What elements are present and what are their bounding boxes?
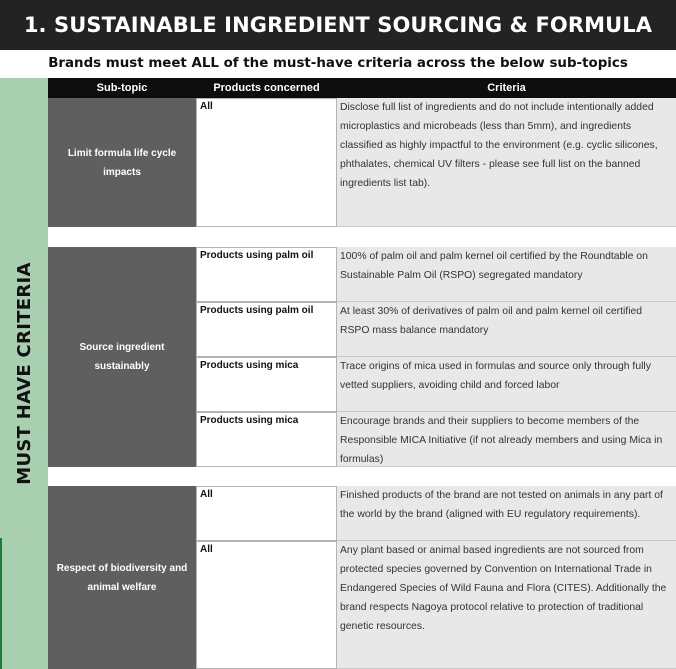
header-products: Products concerned: [196, 78, 337, 98]
products-cell: All: [196, 541, 337, 669]
header-subtopic: Sub-topic: [48, 78, 196, 98]
criteria-cell: Encourage brands and their suppliers to become members of the Responsible MICA Initiative (if not already members and using Mica in formulas): [337, 412, 676, 467]
criteria-cell: Trace origins of mica used in formulas and source only through fully vetted suppliers, avoiding child and forced labor: [337, 357, 676, 412]
products-cell: All: [196, 98, 337, 227]
products-cell: Products using mica: [196, 412, 337, 467]
band-edge-accent: [0, 538, 2, 669]
criteria-cell: Any plant based or animal based ingredients are not sourced from protected species governed by Convention on International Trade in Endangered Species of Wild Fauna and Flora (CITES). Additionally the brand respects Nagoya protocol relative to protection of traditional genetic resources.: [337, 541, 676, 669]
criteria-cell: At least 30% of derivatives of palm oil and palm kernel oil certified RSPO mass balance mandatory: [337, 302, 676, 357]
subtopic-cell: Source ingredient sustainably: [48, 247, 196, 467]
products-cell: All: [196, 486, 337, 541]
products-cell: Products using palm oil: [196, 247, 337, 302]
must-have-criteria-band: [0, 78, 48, 669]
criteria-cell: 100% of palm oil and palm kernel oil certified by the Roundtable on Sustainable Palm Oil (RSPO) segregated mandatory: [337, 247, 676, 302]
criteria-cell: Disclose full list of ingredients and do not include intentionally added microplastics and microbeads (less than 5mm), and ingredients classified as highly impactful to the environment (e.g. cyclic silicones, phthalates, chemical UV filters - please see full list on the banned ingredients list tab).: [337, 98, 676, 227]
page-subtitle: Brands must meet ALL of the must-have criteria across the below sub-topics: [48, 55, 628, 71]
subtopic-cell: Respect of biodiversity and animal welfare: [48, 486, 196, 669]
subtopic-cell: Limit formula life cycle impacts: [48, 98, 196, 227]
criteria-cell: Finished products of the brand are not tested on animals in any part of the world by the brand (aligned with EU regulatory requirements).: [337, 486, 676, 541]
products-cell: Products using mica: [196, 357, 337, 412]
side-label: MUST HAVE CRITERIA: [13, 262, 35, 485]
header-criteria: Criteria: [337, 78, 676, 98]
page-title: 1. SUSTAINABLE INGREDIENT SOURCING & FORMULA: [0, 0, 676, 50]
products-cell: Products using palm oil: [196, 302, 337, 357]
